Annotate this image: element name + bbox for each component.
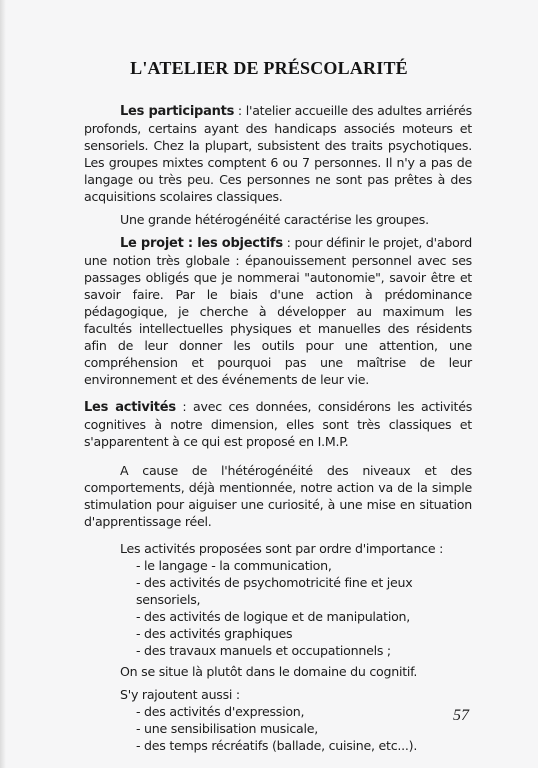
participants-term: Les participants	[120, 104, 235, 119]
extra-activities-intro: S'y rajoutent aussi :	[120, 687, 240, 702]
participants-text: : l'atelier accueille des adultes arriérés profonds, certains ayant des handicaps associés moteurs et sensoriels. Chez la plupart, subsistent des traits psychotiques. Les groupes mixtes comptent 6 ou 7 personnes. Il n'y a pas de langage ou très peu. Ces personnes ne sont pas prêtes à des acquisitions scolaires classiques.	[84, 103, 472, 204]
list-item: - des activités graphiques	[136, 626, 293, 641]
list-item: - des travaux manuels et occupationnels ;	[136, 643, 391, 658]
list-item: - le langage - la communication,	[136, 558, 332, 573]
activites-paragraph	[84, 398, 472, 450]
heterogeneity-paragraph: A cause de l'hétérogénéité des niveaux et des comportements, déjà mentionnée, notre action va de la simple stimulation pour aiguiser une curiosité, à une mise en situation d'apprentissage réel.	[84, 463, 472, 529]
objectifs-term: Le projet : les objectifs	[120, 236, 283, 251]
list-item: - une sensibilisation musicale,	[136, 721, 318, 736]
activities-list	[84, 557, 472, 659]
participants-paragraph	[84, 102, 472, 205]
objectifs-paragraph	[84, 234, 472, 388]
activities-list-intro: Les activités proposées sont par ordre d'importance :	[120, 541, 444, 556]
body-text	[84, 102, 472, 754]
activites-term: Les activités	[84, 400, 176, 415]
page-number: 57	[453, 707, 469, 724]
list-item: - des activités de logique et de manipulation,	[136, 609, 411, 624]
list-item: - des temps récréatifs (ballade, cuisine, etc...).	[136, 738, 418, 753]
list-item: - des activités de psychomotricité fine et jeux sensoriels,	[136, 575, 413, 607]
page-title: L'ATELIER DE PRÉSCOLARITÉ	[130, 58, 408, 78]
list-item: - des activités d'expression,	[136, 704, 305, 719]
cognitive-domain-note: On se situe là plutôt dans le domaine du cognitif.	[120, 664, 418, 679]
activites-text: : avec ces données, considérons les activités cognitives à notre dimension, elles sont très classiques et s'apparentent à ce qui est proposé en I.M.P.	[84, 399, 473, 449]
heterogeneity-note: Une grande hétérogénéité caractérise les groupes.	[120, 212, 429, 227]
extra-activities-list	[84, 703, 472, 754]
objectifs-text: : pour définir le projet, d'abord une notion très globale : épanouissement personnel avec ses passages obligés que je nommerai "autonomie", savoir être et savoir faire. Par le biais d'une action à prédominance pédagogique, je cherche à développer au maximum les facultés intellectuelles physiques et manuelles des résidents afin de leur donner les outils pour une attention, une compréhension et pourquoi pas une maîtrise de leur environnement et des événements de leur vie.	[84, 235, 472, 387]
